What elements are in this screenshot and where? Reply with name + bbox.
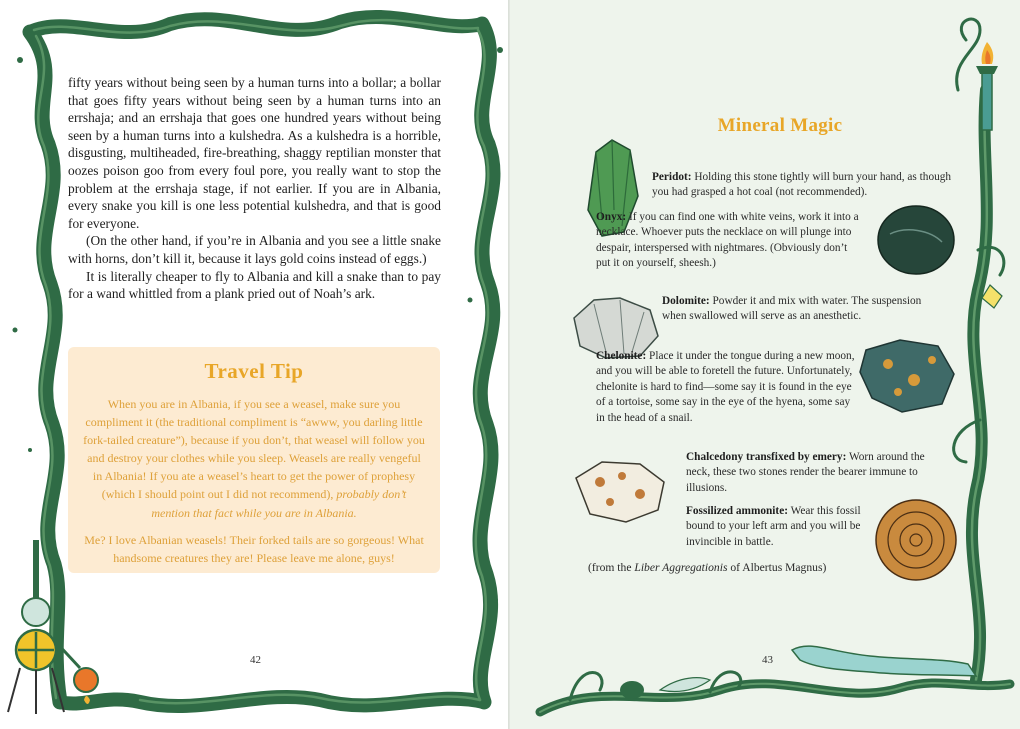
page-number-left: 42 (250, 654, 261, 666)
mineral-name: Peridot: (652, 171, 692, 183)
mineral-description: Place it under the tongue during a new moon, and you will be able to foretell the future. Unfortunately, chelonite is hard to find—some say it is found in the eye of a tortoise, some say in the eye of the hyena, some say in the head of a snail. (596, 350, 855, 424)
citation-prefix: (from the (588, 561, 632, 574)
mineral-magic-title: Mineral Magic (717, 115, 843, 136)
mineral-onyx (596, 210, 864, 272)
mineral-description: Holding this stone tightly will burn your hand, as though you had grasped a hot coal (not recommended). (652, 171, 952, 199)
body-paragraph-1: fifty years without being seen by a human turns into a bollar; a bollar that goes fifty years without being seen by a human turns into an errshaja; and an errshaja that goes one hundred years without being seen by a human turns into a kulshedra. As a kulshedra is a horrible, disgusting, multiheaded, fire-breathing, shaggy reptilian monster that oozes poison goo from every foul pore, you really want to stop the problem at the errshaja stage, if not earlier. If you are in Albania, every snake you kill is one less potential kulshedra, and that is good for everyone. (68, 75, 441, 231)
mineral-name: Fossilized ammonite: (686, 505, 788, 517)
chelonite-illustration (860, 340, 954, 412)
citation (588, 561, 888, 574)
body-paragraph-3: It is literally cheaper to fly to Albania and kill a snake than to pay for a wand whittled from a plank pried out of Noah’s ark. (68, 268, 441, 302)
mineral-description: If you can find one with white veins, work it into a necklace. Whoever puts the necklace on will plunge into despair, interspersed with nightmares. (Obviously don’t put it on yourself, sheesh.) (596, 211, 859, 270)
ammonite-illustration (876, 500, 956, 580)
travel-tip-paragraph-1-text: When you are in Albania, if you see a weasel, make sure you compliment it (the traditional compliment is “awww, you darling little fork-tailed creature”), because if you don’t, that weasel will follow you and destroy your clothes while you sleep. Weasels are really vengeful in Albania! If you ate a weasel’s heart to get the power of prophesy (which I should point out I did not recommend), (83, 397, 425, 502)
mineral-dolomite (662, 294, 922, 325)
travel-tip-italic: probably don’t mention that fact while you are in Albania. (151, 487, 407, 520)
travel-tip-text (82, 395, 426, 576)
mineral-name: Onyx: (596, 211, 627, 223)
travel-tip-box (68, 347, 440, 573)
travel-tip-paragraph-2: Me? I love Albanian weasels! Their forked tails are so gorgeous! What handsome creatures they are! Please leave me alone, guys! (84, 532, 424, 565)
travel-tip-paragraph-1 (82, 395, 426, 522)
citation-suffix: of Albertus Magnus) (730, 561, 827, 574)
mineral-description: Worn around the neck, these two stones render the bearer immune to illusions. (686, 451, 925, 494)
mineral-name: Chalcedony transfixed by emery: (686, 451, 847, 463)
mineral-description: Wear this fossil bound to your left arm and you will be invincible in battle. (686, 505, 861, 548)
feather-illustration (660, 678, 710, 692)
citation-title: Liber Aggregationis (634, 561, 728, 574)
mineral-name: Dolomite: (662, 295, 710, 307)
travel-tip-title: Travel Tip (204, 359, 304, 383)
ink-jar-illustration (620, 681, 644, 699)
body-text (68, 74, 441, 303)
mineral-name: Chelonite: (596, 350, 647, 362)
mineral-chelonite (596, 349, 860, 426)
mineral-description: Powder it and mix with water. The suspension when swallowed will serve as an anesthetic. (662, 295, 922, 323)
onyx-illustration (878, 206, 954, 274)
mineral-chalcedony (686, 450, 938, 496)
body-paragraph-2: (On the other hand, if you’re in Albania and you see a little snake with horns, don’t kill it, because it lays gold coins instead of eggs.) (68, 233, 441, 266)
weasel-illustration (792, 646, 976, 676)
mineral-ammonite (686, 504, 874, 550)
mineral-peridot (652, 170, 964, 201)
torch-illustration (982, 70, 992, 130)
chalcedony-illustration (576, 462, 664, 522)
page-number-right: 43 (762, 654, 773, 666)
right-page (510, 0, 1020, 729)
